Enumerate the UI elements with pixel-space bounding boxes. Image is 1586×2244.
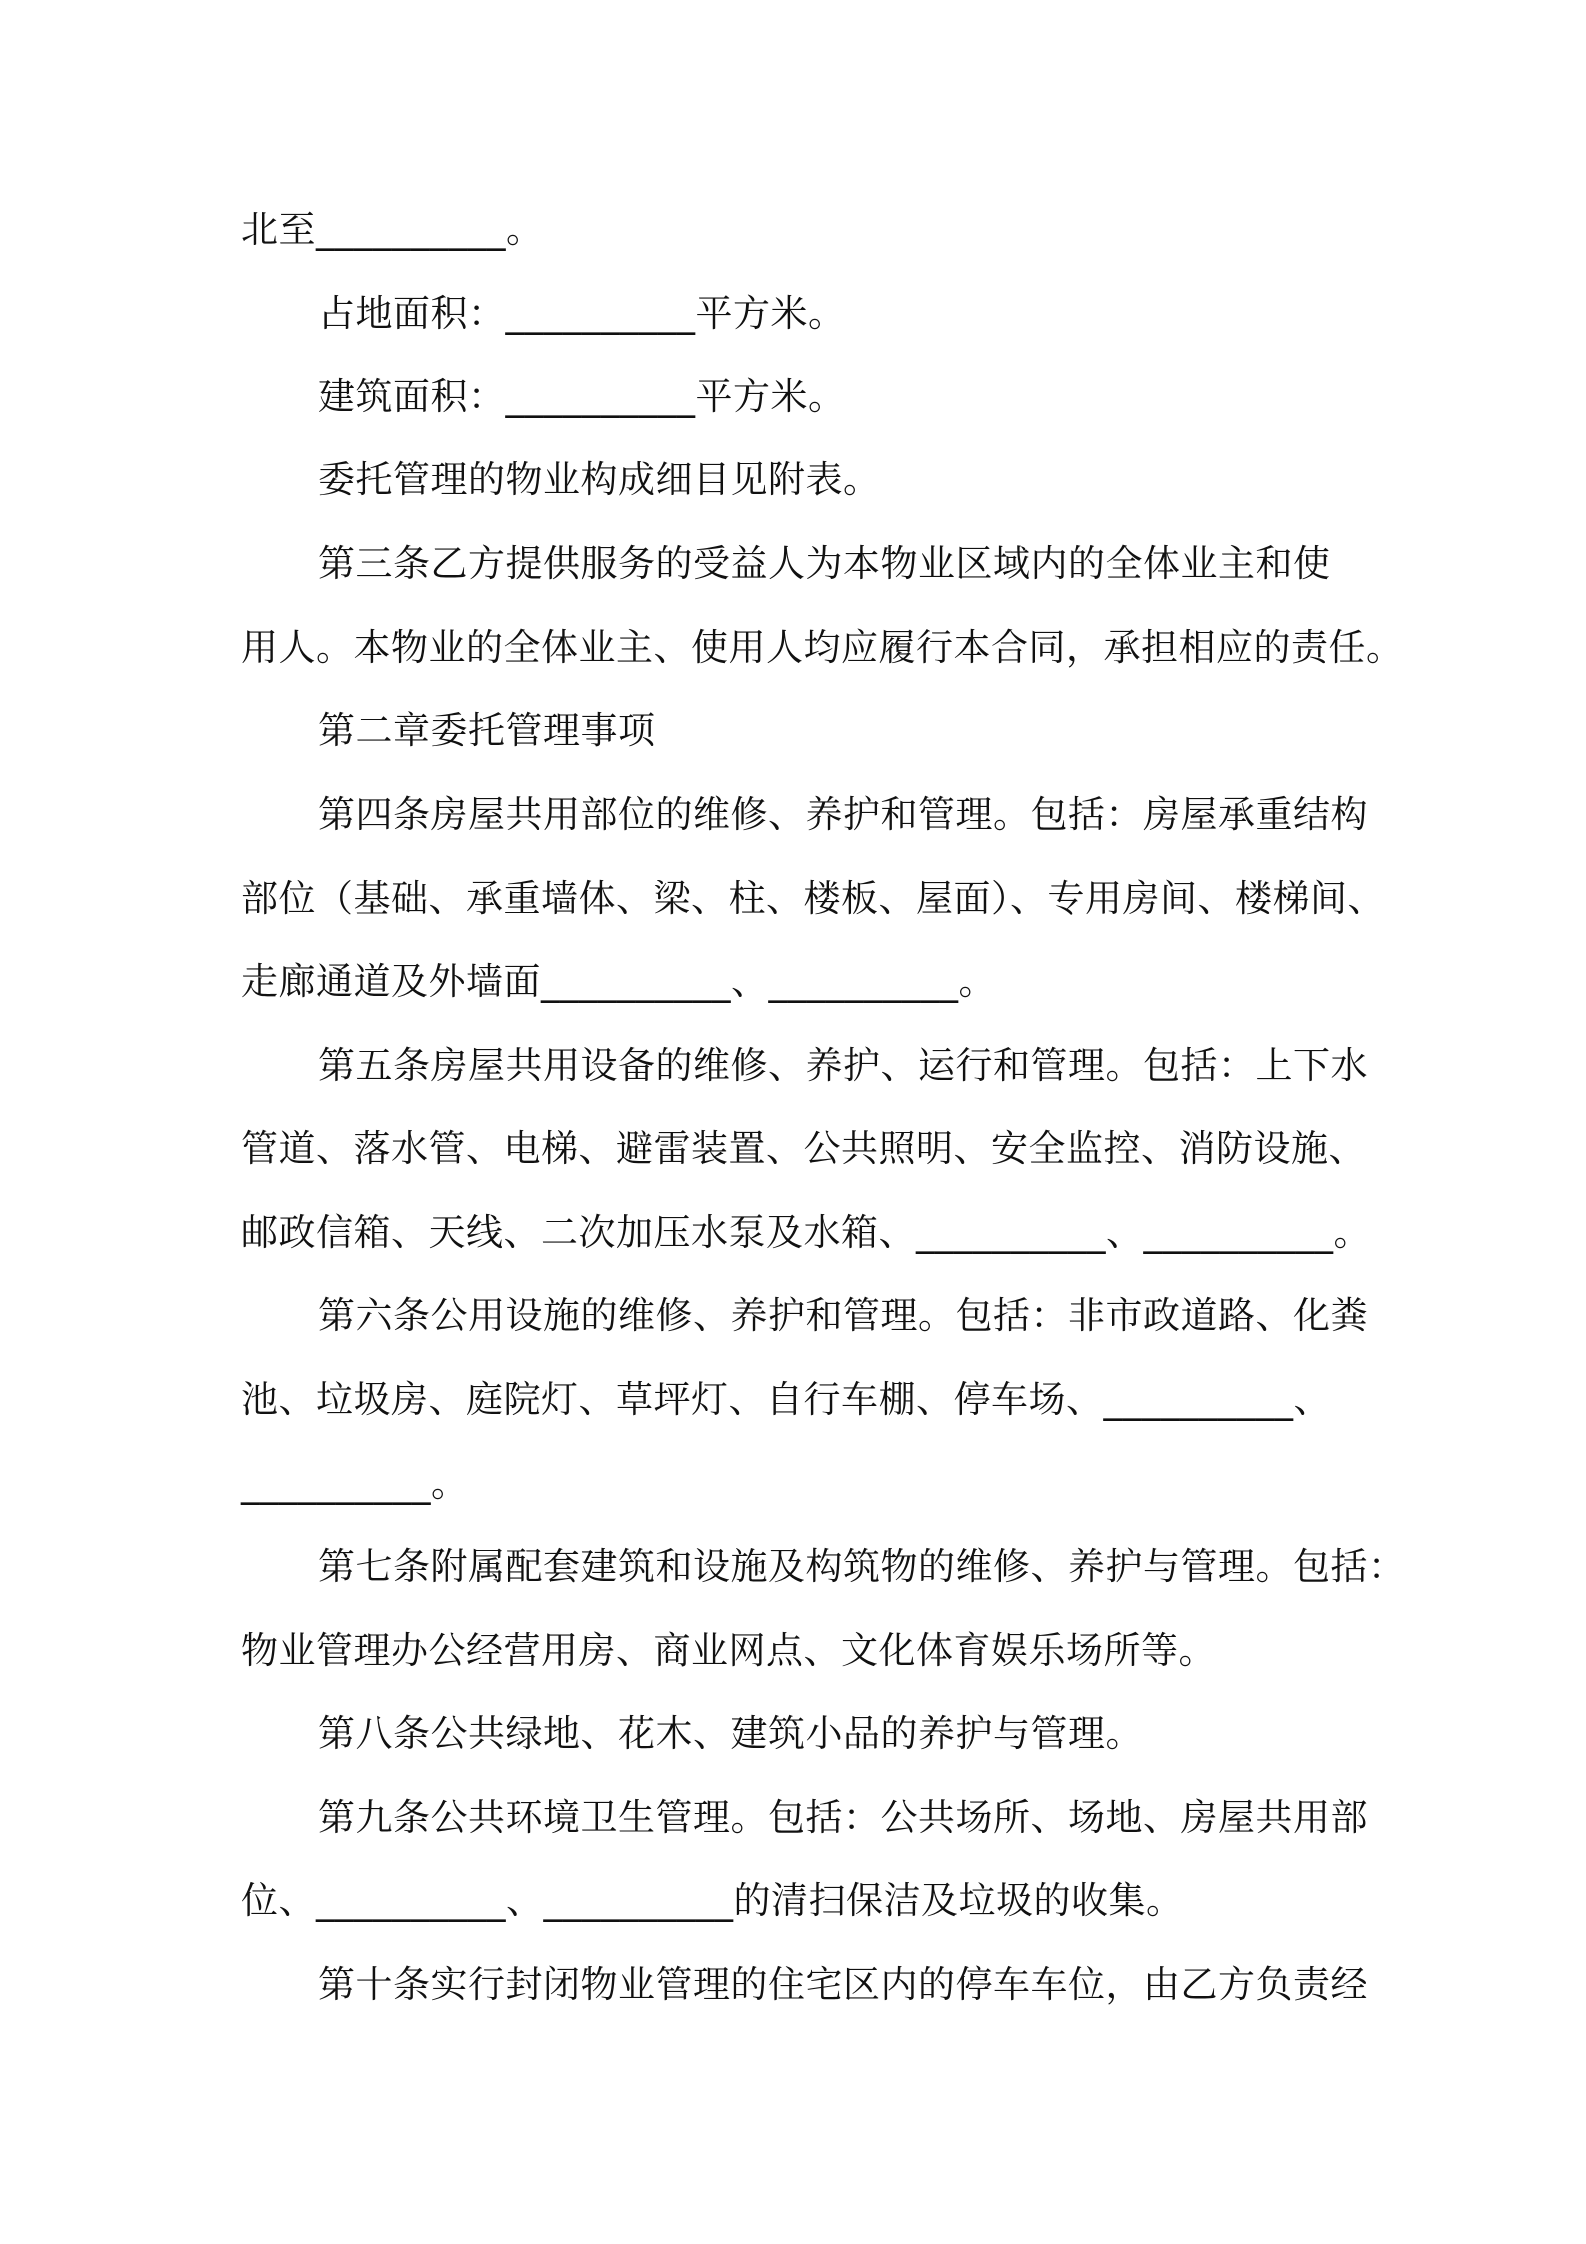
text-line: 北至__________。: [241, 208, 544, 251]
section-heading: 第二章委托管理事项: [318, 709, 656, 752]
text-line: 第四条房屋共用部位的维修、养护和管理。包括：房屋承重结构: [318, 793, 1368, 836]
text-line: 委托管理的物业构成细目见附表。: [318, 458, 881, 501]
text-line: 管道、落水管、电梯、避雷装置、公共照明、安全监控、消防设施、: [241, 1127, 1366, 1170]
text-line: 邮政信箱、天线、二次加压水泵及水箱、__________、__________。: [241, 1211, 1371, 1254]
text-line: 建筑面积：__________平方米。: [318, 375, 846, 418]
text-line: 第五条房屋共用设备的维修、养护、运行和管理。包括：上下水: [318, 1044, 1368, 1087]
text-line: 第七条附属配套建筑和设施及构筑物的维修、养护与管理。包括：: [318, 1545, 1406, 1588]
text-line: 走廊通道及外墙面__________、__________。: [241, 960, 996, 1003]
text-line: 用人。本物业的全体业主、使用人均应履行本合同，承担相应的责任。: [241, 626, 1404, 669]
text-line: 位、__________、__________的清扫保洁及垃圾的收集。: [241, 1879, 1184, 1922]
text-line: 第八条公共绿地、花木、建筑小品的养护与管理。: [318, 1712, 1143, 1755]
text-line: __________。: [241, 1462, 469, 1505]
text-line: 第九条公共环境卫生管理。包括：公共场所、场地、房屋共用部: [318, 1796, 1368, 1839]
text-line: 第三条乙方提供服务的受益人为本物业区域内的全体业主和使: [318, 542, 1331, 585]
text-line: 第六条公用设施的维修、养护和管理。包括：非市政道路、化粪: [318, 1294, 1368, 1337]
text-line: 部位（基础、承重墙体、梁、柱、楼板、屋面）、专用房间、楼梯间、: [241, 877, 1385, 920]
text-line: 池、垃圾房、庭院灯、草坪灯、自行车棚、停车场、__________、: [241, 1378, 1331, 1421]
text-line: 占地面积：__________平方米。: [318, 292, 846, 335]
text-line: 第十条实行封闭物业管理的住宅区内的停车车位，由乙方负责经: [318, 1963, 1368, 2006]
text-line: 物业管理办公经营用房、商业网点、文化体育娱乐场所等。: [241, 1629, 1216, 1672]
